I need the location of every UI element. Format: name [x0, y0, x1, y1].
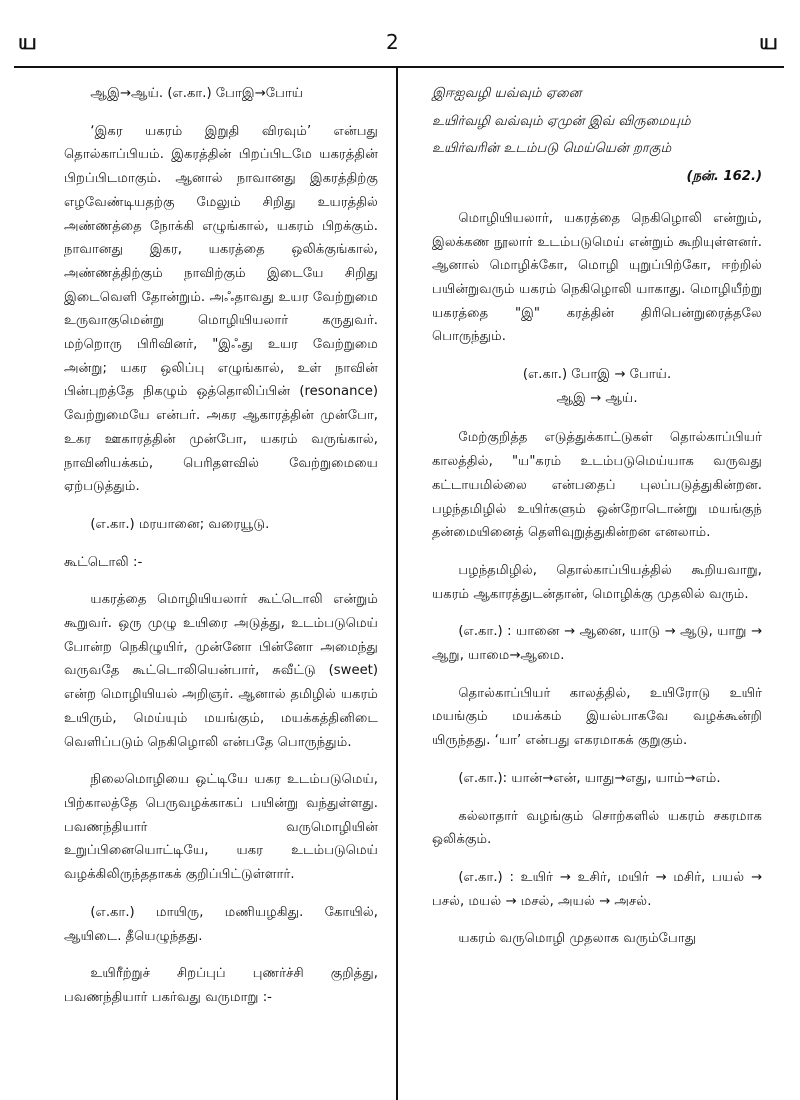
column-divider [396, 66, 398, 1100]
verse-citation: (நன். 162.) [686, 169, 762, 185]
paragraph: நிலைமொழியை ஒட்டியே யகர உடம்படுமெய், பிற்காலத்தே பெருவழக்காகப் பயின்று வந்துள்ளது. பவணந்தியார் வருமொழியின் உறுப்பினையொட்டியே, யகர உடம்படுமெய் வழக்கிலிருந்ததாகக் குறிப்பிட்டுள்ளார். [64, 772, 378, 883]
example-line: (எ.கா.) : உயிர் → உசிர், மயிர் → மசிர், பயல் → பசல், மயல் → மசல், அயல் → அசல். [432, 869, 762, 909]
paragraph: யகரம் வருமொழி முதலாக வரும்போது [458, 931, 697, 947]
verse-line: இஈஐவழி யவ்வும் ஏனை [432, 86, 582, 101]
verse-line: உயிர்வழி வவ்வும் ஏமுன் இவ் விருமையும் [432, 113, 691, 129]
verse-line: உயிர்வரின் உடம்படு மெய்யென் றாகும் [432, 141, 672, 157]
example-line: ஆஇ→ஆய். (எ.கா.) போஇ→போய் [90, 86, 304, 101]
example-line: ஆஇ → ஆய். [556, 390, 638, 406]
example-line: (எ.கா.) மரயானை; வரையூடு. [90, 516, 270, 532]
paragraph: கல்லாதார் வழங்கும் சொற்களில் யகரம் சகரமாக ஒலிக்கும். [432, 808, 762, 848]
subheading: கூட்டொலி :- [64, 554, 143, 570]
page-number: 2 [386, 30, 399, 54]
paragraph: மேற்குறித்த எடுத்துக்காட்டுகள் தொல்காப்பியர் காலத்தில், "ய"கரம் உடம்படுமெய்யாக வருவது கட்டாயமில்லை என்பதைப் புலப்படுத்துகின்றன. பழந்தமிழில் உயிர்களும் ஒன்றோடொன்று மயங்குந் தன்மையினைத் தெளிவுறுத்துகின்றன எனலாம். [432, 430, 762, 541]
right-column [432, 82, 762, 965]
paragraph: (எ.கா.) மாயிரு, மணியழகிது. கோயில், ஆயிடை. தீயெழுந்தது. [64, 904, 378, 944]
paragraph: தொல்காப்பியர் காலத்தில், உயிரோடு உயிர் மயங்கும் மயக்கம் இயல்பாகவே வழக்கூன்றி யிருந்தது. ‘யா’ என்பது எகரமாகக் குறுகும். [432, 685, 762, 749]
paragraph: ‘இகர யகரம் இறுதி விரவும்’ என்பது தொல்காப்பியம். இகரத்தின் பிறப்பிடமே யகரத்தின் பிறப்பிடமாகும். ஆனால் நாவானது இகரத்திற்கு எழவேண்டியதற்கு மேலும் சிறிது உயரத்தில் அண்ணத்தை நோக்கி எழுங்கால், யகரம் பிறக்கும். நாவானது இகர, யகரத்தை ஒலிக்குங்கால், அண்ணத்திற்கும் நாவிற்கும் இடையே சிறிது இடைவெளி தோன்றும். அஃதாவது உயர வேற்றுமை உருவாகுமென்று மொழியியலார் கருதுவர். மற்றொரு பிரிவினர், "இஃது உயர வேற்றுமை அன்று; யகர ஒலிப்பு எழுங்கால், உள் நாவின் பின்புறத்தே நிகழும் ஒத்தொலிப்பின் (resonance) வேற்றுமையே என்பர். அகர ஆகாரத்தின் முன்போ, உகர ஊகாரத்தின் முன்போ, யகரம் வருங்கால், நாவினியக்கம், பெரிதளவில் வேற்றுமையை ஏற்படுத்தும். [64, 123, 378, 495]
example-line: (எ.கா.) போஇ → போய். [522, 367, 672, 383]
paragraph: மொழியியலார், யகரத்தை நெகிழொலி என்றும், இலக்கண நூலார் உடம்படுமெய் என்றும் கூறியுள்ளனர். ஆனால் மொழிக்கோ, மொழி யுறுப்பிற்கோ, ஈற்றில் பயின்றுவரும் யகரம் நெகிழொலி யாகாது. மொழியீற்று யகரத்தை "இ" கரத்தின் திரிபென்றுரைத்தலே பொருந்தும். [432, 210, 762, 345]
header-letter-right: ய [759, 30, 778, 55]
paragraph: யகரத்தை மொழியியலார் கூட்டொலி என்றும் கூறுவர். ஒரு முழு உயிரை அடுத்து, உடம்படுமெய் போன்ற நெகிழுயிர், முன்னோ பின்னோ அமைந்து வருவதே கூட்டொலியென்பார், சுவீட்டு (sweet) என்ற மொழியியல் அறிஞர். ஆனால் தமிழில் யகரம் உயிரும், மெய்யும் மயங்கும், மயக்கத்தினிடை வெளிப்படும் நெகிழொலி என்பதே பொருந்தும். [64, 592, 378, 750]
header-letter-left: ய [18, 30, 37, 55]
example-line: (எ.கா.): யான்→என், யாது→எது, யாம்→எம். [458, 770, 721, 786]
paragraph: உயிரீற்றுச் சிறப்புப் புணர்ச்சி குறித்து, பவணந்தியார் பகர்வது வருமாறு :- [64, 966, 378, 1005]
example-line: (எ.கா.) : யானை → ஆனை, யாடு → ஆடு, யாறு → ஆறு, யாமை→ஆமை. [432, 624, 762, 664]
paragraph: பழந்தமிழில், தொல்காப்பியத்தில் கூறியவாறு, யகரம் ஆகாரத்துடன்தான், மொழிக்கு முதலில் வரும். [432, 562, 762, 602]
left-column [64, 82, 378, 1024]
header-divider [14, 66, 784, 68]
